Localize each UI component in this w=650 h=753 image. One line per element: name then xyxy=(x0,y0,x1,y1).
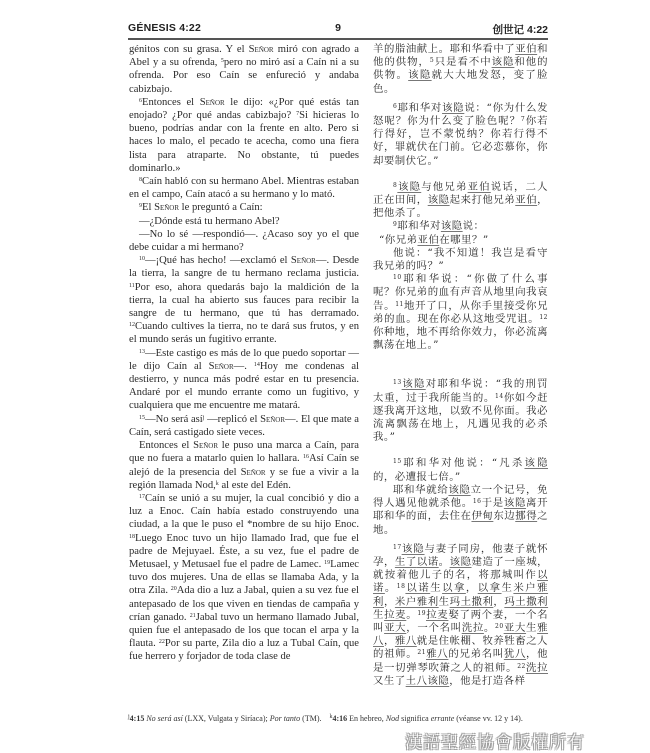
paragraph xyxy=(129,347,359,413)
paragraph: —No lo sé —respondió—. ¿Acaso soy yo el que debe cuidar a mi hermano? xyxy=(129,228,359,254)
verse-text: 说： xyxy=(462,220,485,233)
proper-name: 以诺 xyxy=(416,555,439,568)
proper-name: 亚伯 xyxy=(515,43,538,55)
footnote-text: (LXX, Vulgata y Siríaca); xyxy=(182,714,270,723)
proper-name: 该隐 xyxy=(397,180,422,193)
verse-text: Caín habló con su hermano Abel. Mientras estaban en el campo, Caín atacó a su hermano y lo mató. xyxy=(129,176,359,201)
verse-text: 和他的供物， xyxy=(373,43,549,69)
paragraph xyxy=(129,492,359,664)
verse-text: Cuando cultives la tierra, no te dará sus frutos, y en el mundo serás un fugitivo errante. xyxy=(129,321,359,346)
verse-number: 8 xyxy=(139,177,142,184)
verse-text: Entonces el Señor le puso una marca a Caín, para que no fuera a matarlo quien lo hallara. xyxy=(129,440,359,465)
footnote-mark: j xyxy=(128,714,130,720)
paragraph xyxy=(129,413,359,439)
paragraph xyxy=(373,181,548,221)
proper-name: 以诺 xyxy=(373,569,548,595)
proper-name: 以诺 xyxy=(405,582,431,595)
paragraph xyxy=(373,543,548,688)
verse-text: —Este castigo es más de lo que puedo soportar —le dijo Caín al Señor—. xyxy=(129,347,359,372)
paragraph: 他说：“我不知道！我岂是看守我兄弟的吗？” xyxy=(373,246,548,273)
place-name: 伊甸 xyxy=(471,510,494,523)
place-name: 挪得 xyxy=(515,510,538,523)
verse-text: 生 xyxy=(373,608,385,621)
verse-text: Luego Enoc tuvo un hijo llamado Irad, que fue el padre de Mejuyael. Éste, a su vez, fue el padre de Metusael, y Metusael fue el padre de Lamec. xyxy=(129,532,359,570)
verse-number: 8 xyxy=(393,181,398,189)
verse-text: 对耶和华说：“我的刑罚太重，过于我所能当的。 xyxy=(373,378,549,404)
verse-text: —No será así xyxy=(145,413,203,425)
proper-name: 玛土撒利 xyxy=(504,595,549,608)
verse-number: 7 xyxy=(296,111,300,118)
verse-number: 18 xyxy=(129,533,135,540)
verse-text: 起来打他兄弟 xyxy=(449,194,516,207)
running-header xyxy=(128,22,548,44)
proper-name: 该隐 xyxy=(408,69,432,82)
header-book-reference-zh: 创世记 4:22 xyxy=(492,24,548,36)
verse-number: 19 xyxy=(324,559,331,566)
proper-name: 洗拉 xyxy=(461,621,484,634)
verse-text: 你种地，地不再给你效力，你必流离飘荡在地上。” xyxy=(373,326,548,352)
verse-number: 14 xyxy=(495,392,504,400)
verse-number: 15 xyxy=(393,458,402,466)
verse-text: 的，必遭报七倍。” xyxy=(373,470,461,483)
verse-text: 东边 xyxy=(493,510,516,523)
verse-text: ，把他杀了。 xyxy=(373,194,549,220)
verse-number: 13 xyxy=(393,379,402,387)
verse-number: 16 xyxy=(302,454,309,461)
header-book-reference-es: GÉNESIS 4:22 xyxy=(128,22,202,34)
spacer xyxy=(373,444,548,457)
footnote-reference: 4:16 xyxy=(332,714,348,723)
verse-text: génitos con su grasa. Y el Señor miró con agrado a Abel y a su ofrenda, xyxy=(129,44,359,69)
verse-text: Caín se unió a su mujer, la cual concibió y dio a luz a Enoc. Caín había estado construyendo una ciudad, a la que le puso el *nombre de su hijo Enoc. xyxy=(129,492,359,531)
verse-text: Lamec tuvo dos mujeres. Una de ellas se llamaba Ada, y la otra Zila. xyxy=(129,558,359,597)
verse-number: 10 xyxy=(393,274,402,282)
verse-number: 12 xyxy=(129,322,135,329)
verse-text: ， xyxy=(493,595,505,608)
proper-name: 生了 xyxy=(394,555,417,568)
verse-text: ， xyxy=(465,582,478,595)
verse-text: 说：“你为什么发怒呢？你为什么变了脸色呢？ xyxy=(373,101,548,128)
proper-name: 亚伯 xyxy=(515,194,538,207)
proper-name: 米户雅利 xyxy=(394,595,439,608)
verse-number: 19 xyxy=(417,609,427,617)
footnote-italic: Por tanto xyxy=(269,714,301,723)
verse-text: 与他兄弟 xyxy=(421,180,468,193)
verse-number: 9 xyxy=(139,203,142,210)
proper-name: 以拿 xyxy=(442,582,466,595)
spacer xyxy=(373,168,548,181)
verse-text: 于是 xyxy=(481,497,504,510)
verse-text: ， xyxy=(383,595,395,608)
verse-text: Ada dio a luz a Jabal, quien a su vez fue el antepasado de los que viven en tiendas de campaña y crían ganado. xyxy=(129,585,359,623)
verse-text: Así Caín se alejó de la presencia del Señor y se fue a vivir a la región llamada Nod, xyxy=(129,453,359,491)
verse-number: 5 xyxy=(429,57,435,65)
footnote-marker-k[interactable]: k xyxy=(215,480,219,487)
verse-number: 20 xyxy=(170,586,177,593)
proper-name: 该隐 xyxy=(524,457,549,470)
verse-number: 21 xyxy=(189,612,196,619)
proper-name: 该隐 xyxy=(449,555,472,568)
footnote-text: En hebreo, xyxy=(347,714,386,723)
proper-name: 该隐 xyxy=(503,497,527,510)
verse-text: 离开耶和华的面，去住在 xyxy=(373,497,549,523)
proper-name: 雅八 xyxy=(373,621,549,648)
proper-name: 该隐 xyxy=(448,483,471,496)
paragraph xyxy=(373,102,548,168)
footnote-text: (véanse vv. 12 y 14). xyxy=(454,714,523,723)
paragraph xyxy=(373,220,548,233)
verse-text: 生 xyxy=(430,582,443,595)
verse-number: 22 xyxy=(517,662,526,670)
verse-number: 17 xyxy=(393,543,402,551)
proper-name: 亚大 xyxy=(384,621,407,634)
verse-number: 11 xyxy=(395,300,404,308)
paragraph xyxy=(373,484,548,537)
verse-text: 说话，二人正在田间， xyxy=(373,180,549,207)
verse-text: 地开了口，从你手里接受你兄弟的血。现在你必从这地受咒诅。 xyxy=(373,299,549,325)
verse-number: 21 xyxy=(417,649,427,657)
chinese-column xyxy=(373,43,548,688)
proper-name: 拉麦 xyxy=(384,608,407,621)
verse-text: 耶和华对 xyxy=(397,101,443,114)
spanish-column xyxy=(129,43,359,664)
divine-name: Señor xyxy=(290,255,316,267)
proper-name: 该隐 xyxy=(440,220,463,233)
footnote-k xyxy=(329,714,522,723)
verse-text: 生 xyxy=(501,582,514,595)
paragraph xyxy=(373,273,548,352)
proper-name: 该隐 xyxy=(401,542,425,555)
footnote-text: significa xyxy=(399,714,431,723)
verse-text: Si hicieras lo bueno, podrías andar con la frente en alto. Pero si haces lo malo, el pecado te acecha, como una fiera lista para atraparte. No obstante, tú puedes dominarlo.» xyxy=(129,110,359,174)
verse-text: 只是看不中 xyxy=(434,56,492,69)
verse-text: 你如今赶逐我离开这地，以致不见你面。我必流离飘荡在地上，凡遇见我的必杀我。” xyxy=(373,391,549,444)
verse-text: 之地。 xyxy=(373,510,549,536)
verse-text: —¡Qué has hecho! —exclamó el Señor—. Desde la tierra, la sangre de tu hermano reclama justicia. xyxy=(129,255,359,280)
verse-text: 又生了 xyxy=(373,674,406,687)
verse-text: 娶了两个妻，一个名叫 xyxy=(373,608,549,634)
divine-name: Señor xyxy=(199,96,225,108)
proper-name: 以拿 xyxy=(477,582,502,595)
verse-text: “你兄弟 xyxy=(379,233,418,246)
spacer xyxy=(373,352,548,378)
verse-number: 6 xyxy=(393,102,398,110)
verse-number: 18 xyxy=(396,583,406,591)
verse-text: 就是住帐棚、牧养牲畜之人的祖师。 xyxy=(373,635,549,661)
footnote-text: (TM). xyxy=(300,714,322,723)
paragraph xyxy=(373,457,548,483)
verse-text: ， xyxy=(383,635,395,648)
verse-text: 与妻子同房，他妻子就怀孕， xyxy=(373,542,549,568)
proper-name: 土八该隐 xyxy=(405,674,450,687)
verse-number: 17 xyxy=(139,493,145,500)
verse-number: 7 xyxy=(520,116,526,124)
verse-text: Por su parte, Zila dio a luz a Tubal Caín, que fue herrero y forjador de toda clase de xyxy=(129,638,360,663)
verse-text: 生 xyxy=(526,621,538,634)
verse-text: 羊的脂油献上。耶和华看中了 xyxy=(373,43,516,55)
verse-text: 在哪里？” xyxy=(439,233,489,246)
verse-text: 。 xyxy=(406,608,418,621)
paragraph xyxy=(373,43,548,96)
paragraph xyxy=(373,378,548,444)
paragraph xyxy=(129,175,359,201)
verse-text: El Señor le preguntó a Caín: xyxy=(142,202,263,214)
verse-text: al este del Edén. xyxy=(218,479,291,491)
footnote-mark: k xyxy=(329,714,333,720)
verse-text: 建造了一座城，就按着他儿子的名，将那城叫作 xyxy=(373,555,549,582)
verse-text: pero no miró así a Caín ni a su ofrenda. Por eso Caín se enfureció y andaba cabizbajo. xyxy=(129,57,359,95)
footnotes xyxy=(128,714,558,723)
footnote-marker-j[interactable]: j xyxy=(202,414,205,421)
verse-text: 耶和华就给 xyxy=(393,483,449,496)
proper-name: 犹八 xyxy=(503,648,527,661)
verse-text: Entonces el Señor le dijo: «¿Por qué estás tan enojado? ¿Por qué andas cabizbajo? xyxy=(129,96,359,122)
verse-number: 13 xyxy=(139,348,145,355)
verse-text: —replicó el Señor—. El que mate a Caín, será castigado siete veces. xyxy=(129,413,359,438)
verse-text: 。 xyxy=(483,621,496,634)
proper-name: 玛土撒利 xyxy=(449,595,494,608)
footnote-reference: 4:15 xyxy=(129,714,145,723)
proper-name: 该隐 xyxy=(491,56,515,69)
divine-name: Señor xyxy=(154,202,180,214)
verse-text: 。 xyxy=(384,582,397,595)
verse-text: 耶和华说：“你做了什么事呢？你兄弟的血有声音从地里向我哀告。 xyxy=(373,273,548,312)
divine-name: Señor xyxy=(260,413,286,425)
verse-number: 22 xyxy=(158,639,165,646)
verse-text: ，他是一切弹琴吹箫之人的祖师。 xyxy=(373,648,549,674)
divine-name: Señor xyxy=(208,360,234,372)
footnote-italic: No será así xyxy=(146,714,183,723)
verse-text: ，一个名叫 xyxy=(406,621,462,634)
verse-number: 6 xyxy=(139,97,142,104)
verse-number: 9 xyxy=(393,221,398,229)
proper-name: 米户雅利 xyxy=(373,582,549,608)
verse-number: 5 xyxy=(220,58,224,65)
proper-name: 亚伯 xyxy=(417,233,440,246)
verse-text: Jabal tuvo un hermano llamado Jubal, quien fue el antepasado de los que tocan el arpa y la flauta. xyxy=(129,611,359,650)
verse-number: 20 xyxy=(495,622,504,630)
verse-text: 立一个记号，免得人遇见他就杀他。 xyxy=(373,483,549,510)
page-number: 9 xyxy=(335,22,341,34)
verse-text: 的兄弟名叫 xyxy=(448,648,504,661)
verse-text: Hoy me condenas al destierro, y nunca más podré estar en tu presencia. Andaré por el mundo errante como un fugitivo, y cualquiera que me encuentre me matará. xyxy=(129,360,360,412)
verse-text: 。 xyxy=(438,555,450,568)
divine-name: Señor xyxy=(240,466,266,478)
proper-name: 亚伯 xyxy=(467,180,491,193)
verse-text: ，他是打造各样 xyxy=(449,674,526,687)
verse-number: 16 xyxy=(472,498,482,506)
paragraph xyxy=(129,96,359,175)
paragraph xyxy=(129,201,359,214)
proper-name: 雅八 xyxy=(426,648,449,661)
header-rule xyxy=(128,38,548,40)
verse-number: 15 xyxy=(139,414,145,421)
verse-number: 10 xyxy=(139,256,145,263)
proper-name: 拉麦 xyxy=(426,608,449,621)
copyright-watermark: 漢語聖經協會版權所有 xyxy=(405,733,585,753)
proper-name: 雅八 xyxy=(394,635,417,648)
verse-number: 11 xyxy=(129,282,135,289)
paragraph xyxy=(373,234,548,247)
paragraph: —¿Dónde está tu hermano Abel? xyxy=(139,215,280,227)
verse-text: 和他的供物。 xyxy=(373,56,549,82)
proper-name: 亚大 xyxy=(503,621,527,634)
footnote-italic: errante xyxy=(430,714,455,723)
paragraph xyxy=(129,43,359,96)
paragraph xyxy=(129,439,359,492)
verse-number: 14 xyxy=(253,361,260,368)
verse-text: 你若行得好，岂不蒙悦纳？你若行得不好，罪就伏在门前。它必恋慕你，你却要制伏它。” xyxy=(373,115,549,167)
verse-text: 生 xyxy=(438,595,450,608)
verse-number: 12 xyxy=(539,313,548,321)
proper-name: 洗拉 xyxy=(525,661,549,674)
footnote-j xyxy=(128,714,321,723)
proper-name: 该隐 xyxy=(427,194,450,207)
verse-text: 耶和华对他说：“凡杀 xyxy=(401,457,525,470)
footnote-italic: Nod xyxy=(385,714,400,723)
proper-name: 该隐 xyxy=(442,101,465,114)
proper-name: 该隐 xyxy=(401,378,426,391)
verse-text: 就大大地发怒，变了脸色。 xyxy=(373,69,549,95)
verse-text: Por eso, ahora quedarás bajo la maldición de la tierra, la cual ha abierto sus fauces para recibir la sangre de tu hermano, que tú has derramado. xyxy=(129,281,359,320)
paragraph xyxy=(129,254,359,346)
divine-name: Señor xyxy=(248,44,274,55)
divine-name: Señor xyxy=(193,440,219,452)
verse-text: 耶和华对 xyxy=(397,220,441,233)
